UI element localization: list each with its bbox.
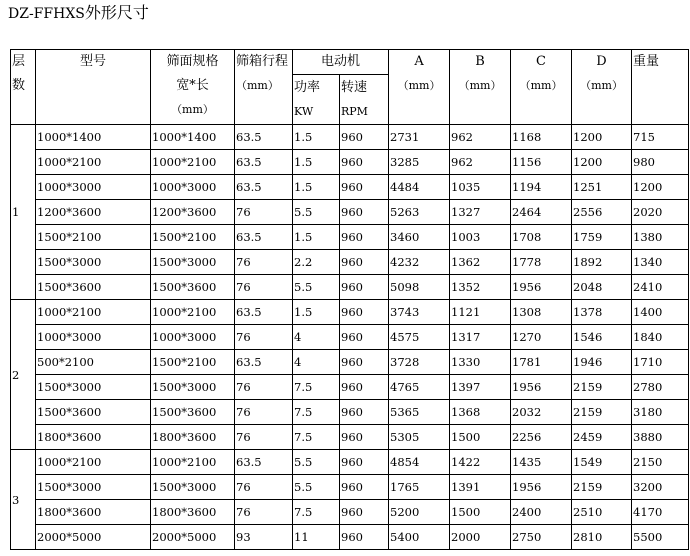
dim-c-cell: 1308 (511, 300, 572, 325)
dim-c-cell: 2750 (511, 525, 572, 550)
weight-cell: 1840 (632, 325, 689, 350)
dim-d-cell: 2159 (572, 375, 632, 400)
model-cell: 1000*3000 (36, 325, 151, 350)
stroke-cell: 63.5 (235, 225, 293, 250)
dim-d-cell: 1546 (572, 325, 632, 350)
model-cell: 1500*3600 (36, 400, 151, 425)
weight-cell: 1340 (632, 250, 689, 275)
header-speed: 转速 RPM (340, 75, 389, 125)
dim-d-cell: 1946 (572, 350, 632, 375)
stroke-cell: 63.5 (235, 300, 293, 325)
table-row (11, 450, 689, 475)
stroke-cell: 76 (235, 425, 293, 450)
power-cell: 5.5 (293, 275, 340, 300)
dim-a-cell: 3460 (389, 225, 450, 250)
dim-b-cell: 962 (450, 150, 511, 175)
weight-cell: 2410 (632, 275, 689, 300)
screen-size-cell: 1500*3000 (151, 250, 235, 275)
power-cell: 4 (293, 325, 340, 350)
table-row (11, 475, 689, 500)
model-cell: 1500*3600 (36, 275, 151, 300)
power-cell: 5.5 (293, 450, 340, 475)
dim-a-cell: 5305 (389, 425, 450, 450)
dim-b-cell: 1330 (450, 350, 511, 375)
stroke-cell: 76 (235, 250, 293, 275)
dim-c-cell: 1156 (511, 150, 572, 175)
header-power: 功率 KW (293, 75, 340, 125)
model-cell: 1000*1400 (36, 125, 151, 150)
model-cell: 1500*3000 (36, 475, 151, 500)
stroke-cell: 76 (235, 475, 293, 500)
dim-b-cell: 2000 (450, 525, 511, 550)
weight-cell: 2020 (632, 200, 689, 225)
model-cell: 500*2100 (36, 350, 151, 375)
dim-d-cell: 2459 (572, 425, 632, 450)
header-b: B （mm） (450, 50, 511, 125)
dim-a-cell: 1765 (389, 475, 450, 500)
speed-cell: 960 (340, 200, 389, 225)
speed-cell: 960 (340, 225, 389, 250)
model-cell: 1500*3000 (36, 375, 151, 400)
table-row (11, 350, 689, 375)
screen-size-cell: 1500*3000 (151, 475, 235, 500)
model-cell: 1800*3600 (36, 500, 151, 525)
weight-cell: 5500 (632, 525, 689, 550)
header-motor: 电动机 (293, 50, 389, 75)
model-cell: 1000*2100 (36, 150, 151, 175)
stroke-cell: 76 (235, 200, 293, 225)
dim-d-cell: 1200 (572, 150, 632, 175)
title-suffix: 外形尺寸 (84, 3, 149, 22)
speed-cell: 960 (340, 325, 389, 350)
speed-cell: 960 (340, 275, 389, 300)
dim-b-cell: 1317 (450, 325, 511, 350)
dim-c-cell: 1708 (511, 225, 572, 250)
dim-a-cell: 2731 (389, 125, 450, 150)
dim-d-cell: 2556 (572, 200, 632, 225)
stroke-cell: 63.5 (235, 350, 293, 375)
speed-cell: 960 (340, 525, 389, 550)
dim-b-cell: 962 (450, 125, 511, 150)
dim-a-cell: 3285 (389, 150, 450, 175)
power-cell: 1.5 (293, 150, 340, 175)
weight-cell: 4170 (632, 500, 689, 525)
screen-size-cell: 1500*2100 (151, 350, 235, 375)
dim-c-cell: 2400 (511, 500, 572, 525)
speed-cell: 960 (340, 425, 389, 450)
speed-cell: 960 (340, 350, 389, 375)
screen-size-cell: 1500*3600 (151, 400, 235, 425)
dim-a-cell: 5263 (389, 200, 450, 225)
model-cell: 1200*3600 (36, 200, 151, 225)
screen-size-cell: 1000*3000 (151, 175, 235, 200)
dim-a-cell: 4232 (389, 250, 450, 275)
stroke-cell: 76 (235, 275, 293, 300)
speed-cell: 960 (340, 500, 389, 525)
dim-d-cell: 1200 (572, 125, 632, 150)
power-cell: 4 (293, 350, 340, 375)
speed-cell: 960 (340, 400, 389, 425)
screen-size-cell: 1800*3600 (151, 500, 235, 525)
dim-a-cell: 3728 (389, 350, 450, 375)
dim-d-cell: 1378 (572, 300, 632, 325)
table-row (11, 375, 689, 400)
header-layers: 层 数 (11, 50, 36, 125)
weight-cell: 715 (632, 125, 689, 150)
dim-c-cell: 1781 (511, 350, 572, 375)
table-row (11, 275, 689, 300)
dim-d-cell: 2159 (572, 400, 632, 425)
layers-cell: 2 (11, 300, 36, 450)
dim-a-cell: 5400 (389, 525, 450, 550)
dim-b-cell: 1035 (450, 175, 511, 200)
screen-size-cell: 1000*3000 (151, 325, 235, 350)
speed-cell: 960 (340, 375, 389, 400)
dim-a-cell: 5200 (389, 500, 450, 525)
power-cell: 7.5 (293, 400, 340, 425)
dim-c-cell: 2256 (511, 425, 572, 450)
speed-cell: 960 (340, 175, 389, 200)
screen-size-cell: 1500*3600 (151, 275, 235, 300)
dim-b-cell: 1397 (450, 375, 511, 400)
header-stroke: 筛箱行程 （mm） (235, 50, 293, 125)
dim-a-cell: 4765 (389, 375, 450, 400)
table-row (11, 125, 689, 150)
power-cell: 11 (293, 525, 340, 550)
header-d: D （mm） (572, 50, 632, 125)
weight-cell: 3880 (632, 425, 689, 450)
weight-cell: 1380 (632, 225, 689, 250)
table-row (11, 150, 689, 175)
model-cell: 2000*5000 (36, 525, 151, 550)
dim-b-cell: 1391 (450, 475, 511, 500)
dim-a-cell: 5098 (389, 275, 450, 300)
weight-cell: 2150 (632, 450, 689, 475)
stroke-cell: 63.5 (235, 175, 293, 200)
table-row (11, 225, 689, 250)
dim-d-cell: 1549 (572, 450, 632, 475)
power-cell: 1.5 (293, 125, 340, 150)
power-cell: 7.5 (293, 500, 340, 525)
dimensions-table (10, 49, 689, 550)
dim-b-cell: 1352 (450, 275, 511, 300)
stroke-cell: 76 (235, 375, 293, 400)
screen-size-cell: 1200*3600 (151, 200, 235, 225)
dim-b-cell: 1500 (450, 425, 511, 450)
layers-cell: 3 (11, 450, 36, 550)
dim-c-cell: 1956 (511, 275, 572, 300)
table-row (11, 500, 689, 525)
weight-cell: 1710 (632, 350, 689, 375)
speed-cell: 960 (340, 450, 389, 475)
weight-cell: 1400 (632, 300, 689, 325)
power-cell: 7.5 (293, 375, 340, 400)
dim-a-cell: 4484 (389, 175, 450, 200)
layers-cell: 1 (11, 125, 36, 300)
dim-c-cell: 1956 (511, 375, 572, 400)
screen-size-cell: 1000*2100 (151, 150, 235, 175)
dim-b-cell: 1003 (450, 225, 511, 250)
header-a: A （mm） (389, 50, 450, 125)
dim-a-cell: 5365 (389, 400, 450, 425)
screen-size-cell: 1500*3000 (151, 375, 235, 400)
dim-d-cell: 2810 (572, 525, 632, 550)
model-cell: 1500*2100 (36, 225, 151, 250)
dim-d-cell: 2510 (572, 500, 632, 525)
power-cell: 1.5 (293, 175, 340, 200)
stroke-cell: 76 (235, 400, 293, 425)
power-cell: 2.2 (293, 250, 340, 275)
table-row (11, 250, 689, 275)
dim-c-cell: 2032 (511, 400, 572, 425)
weight-cell: 3180 (632, 400, 689, 425)
stroke-cell: 76 (235, 325, 293, 350)
power-cell: 1.5 (293, 300, 340, 325)
dim-a-cell: 4575 (389, 325, 450, 350)
dim-c-cell: 1168 (511, 125, 572, 150)
model-cell: 1500*3000 (36, 250, 151, 275)
power-cell: 5.5 (293, 200, 340, 225)
dim-c-cell: 2464 (511, 200, 572, 225)
weight-cell: 2780 (632, 375, 689, 400)
screen-size-cell: 1000*2100 (151, 300, 235, 325)
dim-b-cell: 1500 (450, 500, 511, 525)
power-cell: 5.5 (293, 475, 340, 500)
dim-b-cell: 1362 (450, 250, 511, 275)
dim-d-cell: 1759 (572, 225, 632, 250)
table-row (11, 175, 689, 200)
dim-a-cell: 4854 (389, 450, 450, 475)
screen-size-cell: 1500*2100 (151, 225, 235, 250)
stroke-cell: 93 (235, 525, 293, 550)
speed-cell: 960 (340, 125, 389, 150)
stroke-cell: 63.5 (235, 450, 293, 475)
title-prefix: DZ-FFHXS (8, 6, 85, 22)
header-weight: 重量 (632, 50, 689, 125)
weight-cell: 980 (632, 150, 689, 175)
speed-cell: 960 (340, 475, 389, 500)
header-model: 型号 (36, 50, 151, 125)
model-cell: 1800*3600 (36, 425, 151, 450)
dim-a-cell: 3743 (389, 300, 450, 325)
page-title (8, 2, 149, 25)
weight-cell: 1200 (632, 175, 689, 200)
screen-size-cell: 1800*3600 (151, 425, 235, 450)
dim-b-cell: 1368 (450, 400, 511, 425)
model-cell: 1000*3000 (36, 175, 151, 200)
table-row (11, 200, 689, 225)
table-row (11, 325, 689, 350)
dim-c-cell: 1778 (511, 250, 572, 275)
power-cell: 1.5 (293, 225, 340, 250)
screen-size-cell: 2000*5000 (151, 525, 235, 550)
table-row (11, 425, 689, 450)
table-body (11, 125, 689, 550)
screen-size-cell: 1000*2100 (151, 450, 235, 475)
dim-c-cell: 1956 (511, 475, 572, 500)
dim-d-cell: 2159 (572, 475, 632, 500)
dim-b-cell: 1327 (450, 200, 511, 225)
screen-size-cell: 1000*1400 (151, 125, 235, 150)
table-row (11, 400, 689, 425)
power-cell: 7.5 (293, 425, 340, 450)
dim-c-cell: 1435 (511, 450, 572, 475)
stroke-cell: 76 (235, 500, 293, 525)
header-screen-size: 筛面规格 宽*长 （mm） (151, 50, 235, 125)
model-cell: 1000*2100 (36, 450, 151, 475)
speed-cell: 960 (340, 250, 389, 275)
stroke-cell: 63.5 (235, 125, 293, 150)
dim-d-cell: 1892 (572, 250, 632, 275)
header-row-1 (11, 50, 689, 75)
table-row (11, 300, 689, 325)
dim-b-cell: 1121 (450, 300, 511, 325)
model-cell: 1000*2100 (36, 300, 151, 325)
weight-cell: 3200 (632, 475, 689, 500)
stroke-cell: 63.5 (235, 150, 293, 175)
dim-d-cell: 2048 (572, 275, 632, 300)
speed-cell: 960 (340, 300, 389, 325)
dim-c-cell: 1270 (511, 325, 572, 350)
dim-d-cell: 1251 (572, 175, 632, 200)
table-row (11, 525, 689, 550)
header-c: C （mm） (511, 50, 572, 125)
dim-b-cell: 1422 (450, 450, 511, 475)
dim-c-cell: 1194 (511, 175, 572, 200)
speed-cell: 960 (340, 150, 389, 175)
